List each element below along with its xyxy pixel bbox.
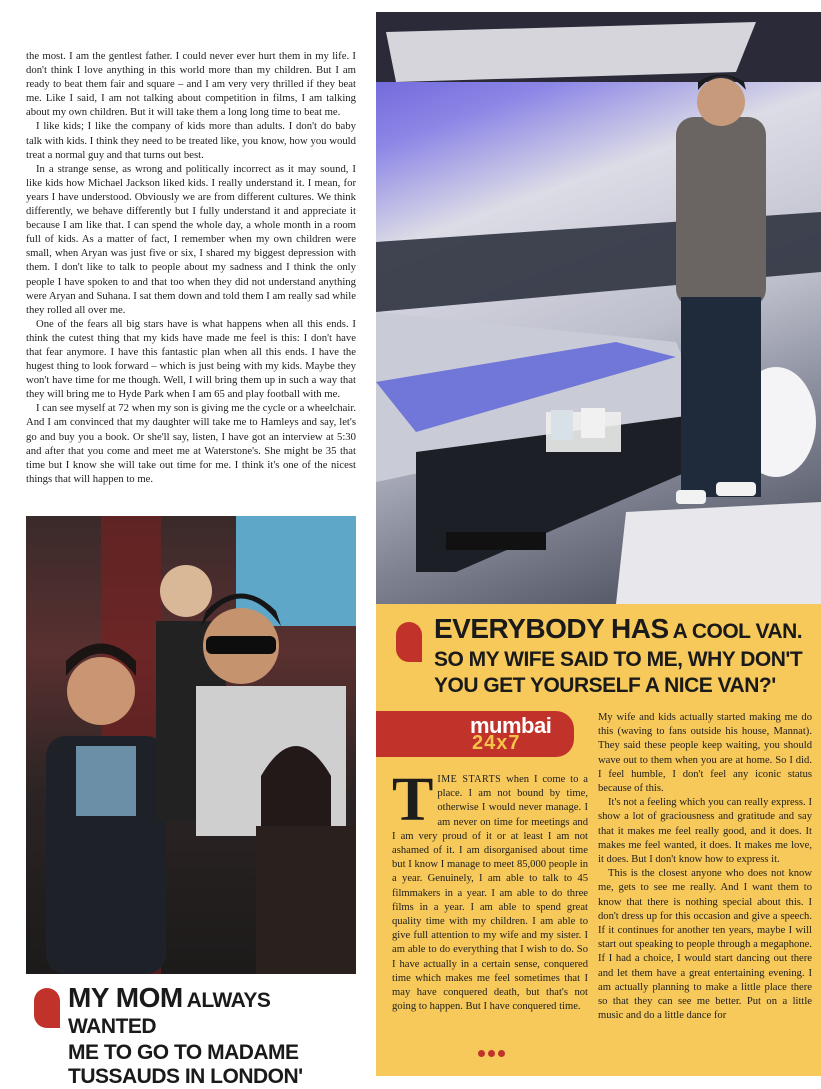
paragraph: I can see myself at 72 when my son is giving me the cycle or a wheelchair. And I am convinced that my daughter will take me to Hamleys and say, let's go and buy you a book. Or she'll say, listen, I have got an interview at 5:30 and after that you come and meet me at Waterstone's. She might be 35 that time but I know she will take out time for me. I think it's one of the nicest things that will happen to me. bbox=[26, 402, 356, 485]
paragraph: I like kids; I like the company of kids more than adults. I don't do baby talk with kids. I think they need to be treated like, you know, how you would treat a normal guy and that turns out best. bbox=[26, 120, 356, 161]
quote-line: YOU GET YOURSELF A NICE VAN?' bbox=[434, 674, 776, 697]
paragraph: One of the fears all big stars have is what happens when all this ends. I think the cutest thing that my kids have made me feel is this: I don't have that fear anymore. I have this fantastic plan when all this ends. I have the hugest thing to look forward – which is just being with my kids. Maybe they won't have time for me though. Well, I will bring them up in such a way that they will bring me to Hyde Park when I am 65 and play football with me. bbox=[26, 317, 356, 401]
quote-line: TUSSAUDS IN LONDON' bbox=[68, 1065, 303, 1088]
quote-line: MY MOM bbox=[68, 982, 183, 1013]
drop-cap: T bbox=[392, 766, 434, 834]
van-illustration bbox=[376, 12, 821, 604]
quote-line: A COOL VAN. bbox=[672, 620, 803, 643]
photo-van-interior bbox=[376, 12, 821, 604]
article-middle-column bbox=[392, 766, 588, 1043]
bullet-dot bbox=[478, 1050, 485, 1057]
logo-tag: 24x7 bbox=[472, 732, 521, 754]
photo-family-wax-museum bbox=[26, 516, 356, 974]
quote-line: ME TO GO TO MADAME bbox=[68, 1041, 299, 1064]
pull-quote-bottom bbox=[26, 976, 356, 1088]
bullet-dot bbox=[498, 1050, 505, 1057]
end-bullets bbox=[478, 1044, 518, 1056]
bullet-dot bbox=[488, 1050, 495, 1057]
article-left-column bbox=[26, 49, 356, 509]
quote-line: ALWAYS WANTED bbox=[68, 989, 271, 1038]
lead-caps: IME STARTS bbox=[437, 774, 502, 785]
quote-line: SO MY WIFE SAID TO ME, WHY DON'T bbox=[434, 648, 803, 671]
quote-line: EVERYBODY HAS bbox=[434, 613, 669, 644]
mumbai-24x7-logo bbox=[376, 711, 574, 757]
pull-quote-text bbox=[434, 613, 814, 699]
logo-word: mumbai bbox=[470, 713, 552, 738]
family-illustration bbox=[26, 516, 356, 974]
article-right-column bbox=[598, 711, 812, 1071]
quote-mark-icon bbox=[396, 622, 422, 662]
paragraph: It's not a feeling which you can really express. I show a lot of graciousness and gratitude and say that it makes me feel really good, and it does. It makes me feel wanted, it does. It makes me love, it does. But I don't know how to express it. bbox=[598, 797, 812, 866]
quote-mark-icon bbox=[34, 988, 60, 1028]
paragraph: This is the closest anyone who does not know me, gets to see me really. And I want them to know that there is nothing special about this. I don't dress up for this occasion and give a speech. If it continues for another ten years, maybe I will start out speaking to people through a megaphone. If I had a choice, I would start dancing out there and let them have a great entertaining evening. I am actually planning to make a little place there so that they can see me better. Put on a little music and do a little dance for bbox=[598, 868, 812, 1022]
paragraph: when I come to a place. I am not bound by time, otherwise I would never manage. I am never on time for meetings and I am very proud of it or at least I am not ashamed of it. I am disorganised about time but I know I manage to meet 85,000 people in a year. Genuinely, I am able to talk to 45 filmmakers in a year. I am able to do three films in a year. I am able to spend great quality time with my children. I am able to give full attention to my wife and my sister. I am able to do everything that I wish to do. So I have actually in a certain sense, conquered time which makes me feel sometimes that I may have conquered death, but that's not going to happen. But I have conquered time. bbox=[392, 774, 588, 1013]
paragraph: In a strange sense, as wrong and politically incorrect as it may sound, I like kids how Michael Jackson liked kids. I really understand it. I mean, for years I have understood. Obviously we are from different cultures. We think differently, we behave differently but I fully understand it and appreciate it because I am like that. I can spend the whole day, a whole month in a room full of kids. As a matter of fact, I remember when my own children were small, when Aryan was just five or six, I shared my biggest depression with them. I don't like to talk to people about my sadness and I think the only people I have spoken to and that too when they did not understand anything were Aryan and Suhana. I sat them down and told them I am really sad while they rolled all over me. bbox=[26, 162, 356, 316]
pull-quote-top bbox=[376, 610, 821, 710]
pull-quote-text bbox=[68, 982, 353, 1089]
paragraph: the most. I am the gentlest father. I could never ever hurt them in my life. I don't think I love anything in this world more than my children. But I am ready to beat them fair and square – and I am very very thrilled if they beat me. Like I said, I am not talking about competition in films, I am talking about my own children. But it will take them a long long time to beat me. bbox=[26, 50, 356, 119]
paragraph: My wife and kids actually started making me do this (waving to fans outside his house, Mannat). They said these people keep waiting, you should wave out to them when you are at home. So I did. I feel humble, I don't feel any iconic status because of this. bbox=[598, 712, 812, 795]
